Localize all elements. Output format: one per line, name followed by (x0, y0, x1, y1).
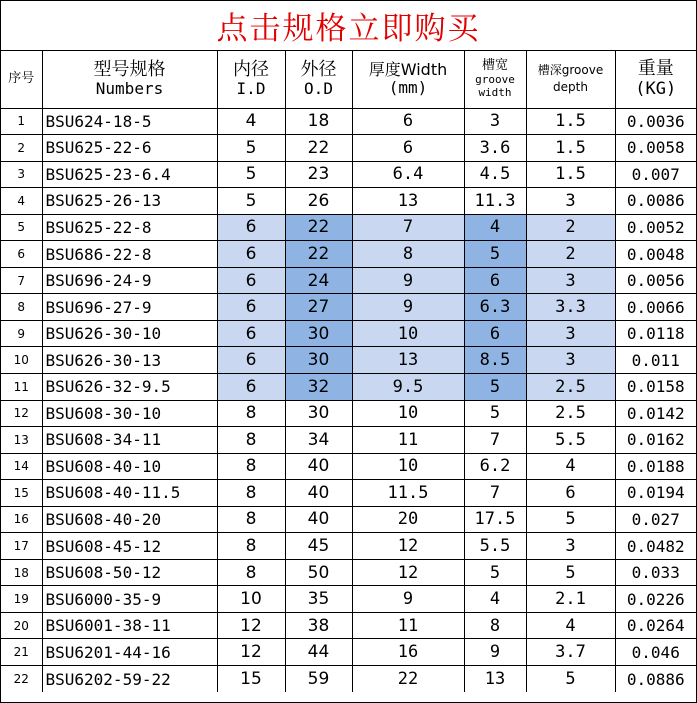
row-id-cell: 8 (217, 453, 285, 480)
header-od-en: O.D (304, 79, 333, 99)
header-groove-depth: 槽深groove depth (526, 51, 615, 108)
table-row[interactable] (1, 480, 696, 507)
row-seq-cell: 3 (1, 161, 42, 188)
row-weight-cell: 0.0162 (615, 427, 696, 454)
row-width-cell: 6.4 (352, 161, 464, 188)
row-width-cell: 6 (352, 135, 464, 162)
row-od-cell: 30 (285, 400, 352, 427)
row-id-cell: 6 (217, 294, 285, 321)
row-groove-width-cell: 6 (464, 320, 526, 347)
row-od-cell: 22 (285, 135, 352, 162)
row-groove-depth-cell: 1.5 (526, 135, 615, 162)
header-gw-en1: groove (475, 73, 515, 87)
row-model-link[interactable]: BSU608-40-10 (42, 453, 217, 480)
table-row[interactable] (1, 347, 696, 374)
table-row[interactable] (1, 400, 696, 427)
row-model-link[interactable]: BSU625-26-13 (42, 188, 217, 215)
row-od-cell: 22 (285, 214, 352, 241)
row-groove-depth-cell: 1.5 (526, 161, 615, 188)
header-weight-cn: 重量 (637, 58, 674, 80)
row-weight-cell: 0.0048 (615, 241, 696, 268)
table-row[interactable] (1, 612, 696, 639)
row-od-cell: 50 (285, 559, 352, 586)
row-id-cell: 8 (217, 400, 285, 427)
table-row[interactable] (1, 241, 696, 268)
row-seq-cell: 5 (1, 214, 42, 241)
row-groove-depth-cell: 4 (526, 453, 615, 480)
table-row[interactable] (1, 453, 696, 480)
row-od-cell: 23 (285, 161, 352, 188)
row-id-cell: 6 (217, 373, 285, 400)
row-groove-depth-cell: 3 (526, 533, 615, 560)
row-groove-depth-cell: 5 (526, 506, 615, 533)
row-weight-cell: 0.0158 (615, 373, 696, 400)
row-id-cell: 5 (217, 188, 285, 215)
row-model-link[interactable]: BSU626-32-9.5 (42, 373, 217, 400)
row-seq-cell: 7 (1, 267, 42, 294)
row-groove-width-cell: 4.5 (464, 161, 526, 188)
row-groove-width-cell: 4 (464, 214, 526, 241)
row-width-cell: 7 (352, 214, 464, 241)
row-id-cell: 6 (217, 267, 285, 294)
row-od-cell: 38 (285, 612, 352, 639)
row-model-link[interactable]: BSU625-23-6.4 (42, 161, 217, 188)
table-row[interactable] (1, 161, 696, 188)
row-model-link[interactable]: BSU626-30-13 (42, 347, 217, 374)
row-seq-cell: 8 (1, 294, 42, 321)
row-weight-cell: 0.0036 (615, 108, 696, 135)
row-groove-width-cell: 13 (464, 665, 526, 692)
row-seq-cell: 18 (1, 559, 42, 586)
row-model-link[interactable]: BSU6000-35-9 (42, 586, 217, 613)
row-groove-depth-cell: 3 (526, 347, 615, 374)
header-od-cn: 外径 (300, 58, 337, 80)
row-od-cell: 30 (285, 320, 352, 347)
row-groove-depth-cell: 3 (526, 188, 615, 215)
row-weight-cell: 0.007 (615, 161, 696, 188)
row-width-cell: 8 (352, 241, 464, 268)
row-groove-depth-cell: 3 (526, 267, 615, 294)
row-od-cell: 40 (285, 453, 352, 480)
row-width-cell: 6 (352, 108, 464, 135)
row-model-link[interactable]: BSU6202-59-22 (42, 665, 217, 692)
row-id-cell: 12 (217, 639, 285, 666)
row-seq-cell: 10 (1, 347, 42, 374)
row-seq-cell: 12 (1, 400, 42, 427)
row-od-cell: 32 (285, 373, 352, 400)
row-seq-cell: 15 (1, 480, 42, 507)
row-width-cell: 20 (352, 506, 464, 533)
row-id-cell: 4 (217, 108, 285, 135)
row-seq-cell: 17 (1, 533, 42, 560)
row-groove-width-cell: 3 (464, 108, 526, 135)
row-width-cell: 11.5 (352, 480, 464, 507)
row-id-cell: 5 (217, 161, 285, 188)
row-model-link[interactable]: BSU696-27-9 (42, 294, 217, 321)
table-row[interactable] (1, 108, 696, 135)
row-id-cell: 6 (217, 241, 285, 268)
header-groove-width (464, 51, 526, 108)
row-groove-depth-cell: 4 (526, 612, 615, 639)
row-od-cell: 26 (285, 188, 352, 215)
row-groove-width-cell: 8.5 (464, 347, 526, 374)
row-seq-cell: 13 (1, 427, 42, 454)
row-weight-cell: 0.0058 (615, 135, 696, 162)
row-model-link[interactable]: BSU624-18-5 (42, 108, 217, 135)
header-id-cn: 内径 (233, 58, 269, 80)
row-model-link[interactable]: BSU608-30-10 (42, 400, 217, 427)
row-groove-depth-cell: 2 (526, 214, 615, 241)
row-model-link[interactable]: BSU608-45-12 (42, 533, 217, 560)
header-width-en: (mm) (388, 78, 428, 98)
row-model-link[interactable]: BSU6001-38-11 (42, 612, 217, 639)
header-gw-en2: width (478, 85, 512, 99)
header-gw-cn: 槽宽 (481, 58, 508, 74)
table-row[interactable] (1, 427, 696, 454)
row-weight-cell: 0.0886 (615, 665, 696, 692)
row-seq-cell: 4 (1, 188, 42, 215)
row-width-cell: 11 (352, 612, 464, 639)
buy-now-title-link[interactable]: 点击规格立即购买 (1, 1, 696, 51)
row-groove-depth-cell: 2.5 (526, 400, 615, 427)
row-seq-cell: 19 (1, 586, 42, 613)
table-row[interactable] (1, 267, 696, 294)
row-groove-width-cell: 5 (464, 559, 526, 586)
header-seq: 序号 (1, 51, 42, 108)
row-seq-cell: 9 (1, 320, 42, 347)
row-model-link[interactable]: BSU696-24-9 (42, 267, 217, 294)
row-weight-cell: 0.0052 (615, 214, 696, 241)
row-width-cell: 9 (352, 294, 464, 321)
row-od-cell: 44 (285, 639, 352, 666)
row-weight-cell: 0.027 (615, 506, 696, 533)
row-od-cell: 45 (285, 533, 352, 560)
row-id-cell: 15 (217, 665, 285, 692)
row-id-cell: 6 (217, 320, 285, 347)
table-row[interactable] (1, 320, 696, 347)
row-groove-width-cell: 5 (464, 241, 526, 268)
row-groove-depth-cell: 2.5 (526, 373, 615, 400)
row-model-link[interactable]: BSU625-22-8 (42, 214, 217, 241)
row-groove-width-cell: 11.3 (464, 188, 526, 215)
row-od-cell: 27 (285, 294, 352, 321)
row-width-cell: 16 (352, 639, 464, 666)
row-weight-cell: 0.0142 (615, 400, 696, 427)
row-seq-cell: 22 (1, 665, 42, 692)
table-row[interactable] (1, 533, 696, 560)
table-row[interactable] (1, 373, 696, 400)
row-groove-width-cell: 5.5 (464, 533, 526, 560)
header-model-cn: 型号规格 (93, 58, 166, 80)
row-model-link[interactable]: BSU608-40-20 (42, 506, 217, 533)
row-groove-depth-cell: 5 (526, 559, 615, 586)
row-width-cell: 10 (352, 453, 464, 480)
row-groove-width-cell: 8 (464, 612, 526, 639)
row-width-cell: 9 (352, 586, 464, 613)
row-model-link[interactable]: BSU625-22-6 (42, 135, 217, 162)
row-weight-cell: 0.033 (615, 559, 696, 586)
row-weight-cell: 0.0188 (615, 453, 696, 480)
row-groove-width-cell: 6.2 (464, 453, 526, 480)
row-weight-cell: 0.0086 (615, 188, 696, 215)
row-od-cell: 22 (285, 241, 352, 268)
header-model (42, 51, 217, 108)
row-weight-cell: 0.0482 (615, 533, 696, 560)
row-width-cell: 9 (352, 267, 464, 294)
row-seq-cell: 14 (1, 453, 42, 480)
header-od (285, 51, 352, 108)
row-width-cell: 13 (352, 347, 464, 374)
row-groove-width-cell: 5 (464, 373, 526, 400)
row-groove-width-cell: 3.6 (464, 135, 526, 162)
row-groove-depth-cell: 6 (526, 480, 615, 507)
row-width-cell: 9.5 (352, 373, 464, 400)
table-row[interactable] (1, 294, 696, 321)
row-weight-cell: 0.0056 (615, 267, 696, 294)
row-od-cell: 24 (285, 267, 352, 294)
header-model-en: Numbers (95, 79, 164, 99)
row-model-link[interactable]: BSU608-40-11.5 (42, 480, 217, 507)
row-groove-depth-cell: 2.1 (526, 586, 615, 613)
row-groove-width-cell: 6.3 (464, 294, 526, 321)
row-groove-depth-cell: 5 (526, 665, 615, 692)
row-id-cell: 8 (217, 533, 285, 560)
row-id-cell: 8 (217, 559, 285, 586)
row-id-cell: 5 (217, 135, 285, 162)
row-id-cell: 8 (217, 427, 285, 454)
row-model-link[interactable]: BSU626-30-10 (42, 320, 217, 347)
row-od-cell: 18 (285, 108, 352, 135)
row-weight-cell: 0.011 (615, 347, 696, 374)
row-id-cell: 6 (217, 347, 285, 374)
row-od-cell: 30 (285, 347, 352, 374)
row-id-cell: 6 (217, 214, 285, 241)
header-width (352, 51, 464, 108)
row-groove-width-cell: 7 (464, 480, 526, 507)
row-width-cell: 10 (352, 400, 464, 427)
row-width-cell: 22 (352, 665, 464, 692)
row-seq-cell: 20 (1, 612, 42, 639)
row-weight-cell: 0.0226 (615, 586, 696, 613)
row-seq-cell: 6 (1, 241, 42, 268)
table-row[interactable] (1, 506, 696, 533)
table-row[interactable] (1, 214, 696, 241)
row-groove-depth-cell: 1.5 (526, 108, 615, 135)
spec-table (1, 51, 696, 692)
row-width-cell: 11 (352, 427, 464, 454)
header-width-cn: 厚度Width (368, 59, 448, 79)
table-row[interactable] (1, 665, 696, 692)
row-id-cell: 12 (217, 612, 285, 639)
row-groove-width-cell: 7 (464, 427, 526, 454)
table-row[interactable] (1, 639, 696, 666)
row-width-cell: 13 (352, 188, 464, 215)
table-body (1, 108, 696, 692)
row-seq-cell: 21 (1, 639, 42, 666)
row-groove-depth-cell: 3 (526, 320, 615, 347)
row-weight-cell: 0.0066 (615, 294, 696, 321)
row-groove-depth-cell: 3.3 (526, 294, 615, 321)
table-row[interactable] (1, 586, 696, 613)
row-groove-width-cell: 4 (464, 586, 526, 613)
header-id-en: I.D (236, 79, 266, 99)
row-groove-width-cell: 5 (464, 400, 526, 427)
row-weight-cell: 0.0264 (615, 612, 696, 639)
row-weight-cell: 0.0194 (615, 480, 696, 507)
row-groove-width-cell: 17.5 (464, 506, 526, 533)
row-weight-cell: 0.0118 (615, 320, 696, 347)
table-header (1, 51, 696, 108)
row-od-cell: 59 (285, 665, 352, 692)
row-groove-depth-cell: 2 (526, 241, 615, 268)
row-od-cell: 40 (285, 480, 352, 507)
row-model-link[interactable]: BSU608-50-12 (42, 559, 217, 586)
row-seq-cell: 11 (1, 373, 42, 400)
row-model-link[interactable]: BSU6201-44-16 (42, 639, 217, 666)
row-od-cell: 40 (285, 506, 352, 533)
row-weight-cell: 0.046 (615, 639, 696, 666)
row-groove-depth-cell: 5.5 (526, 427, 615, 454)
row-id-cell: 10 (217, 586, 285, 613)
row-od-cell: 34 (285, 427, 352, 454)
row-id-cell: 8 (217, 506, 285, 533)
row-seq-cell: 1 (1, 108, 42, 135)
row-width-cell: 12 (352, 559, 464, 586)
row-groove-width-cell: 9 (464, 639, 526, 666)
row-groove-width-cell: 6 (464, 267, 526, 294)
table-row[interactable] (1, 135, 696, 162)
header-weight-en: (KG) (635, 78, 677, 99)
row-width-cell: 10 (352, 320, 464, 347)
table-row[interactable] (1, 559, 696, 586)
row-od-cell: 35 (285, 586, 352, 613)
row-model-link[interactable]: BSU608-34-11 (42, 427, 217, 454)
table-row[interactable] (1, 188, 696, 215)
row-seq-cell: 2 (1, 135, 42, 162)
row-seq-cell: 16 (1, 506, 42, 533)
row-width-cell: 12 (352, 533, 464, 560)
row-id-cell: 8 (217, 480, 285, 507)
header-weight (615, 51, 696, 108)
row-groove-depth-cell: 3.7 (526, 639, 615, 666)
row-model-link[interactable]: BSU686-22-8 (42, 241, 217, 268)
header-id (217, 51, 285, 108)
